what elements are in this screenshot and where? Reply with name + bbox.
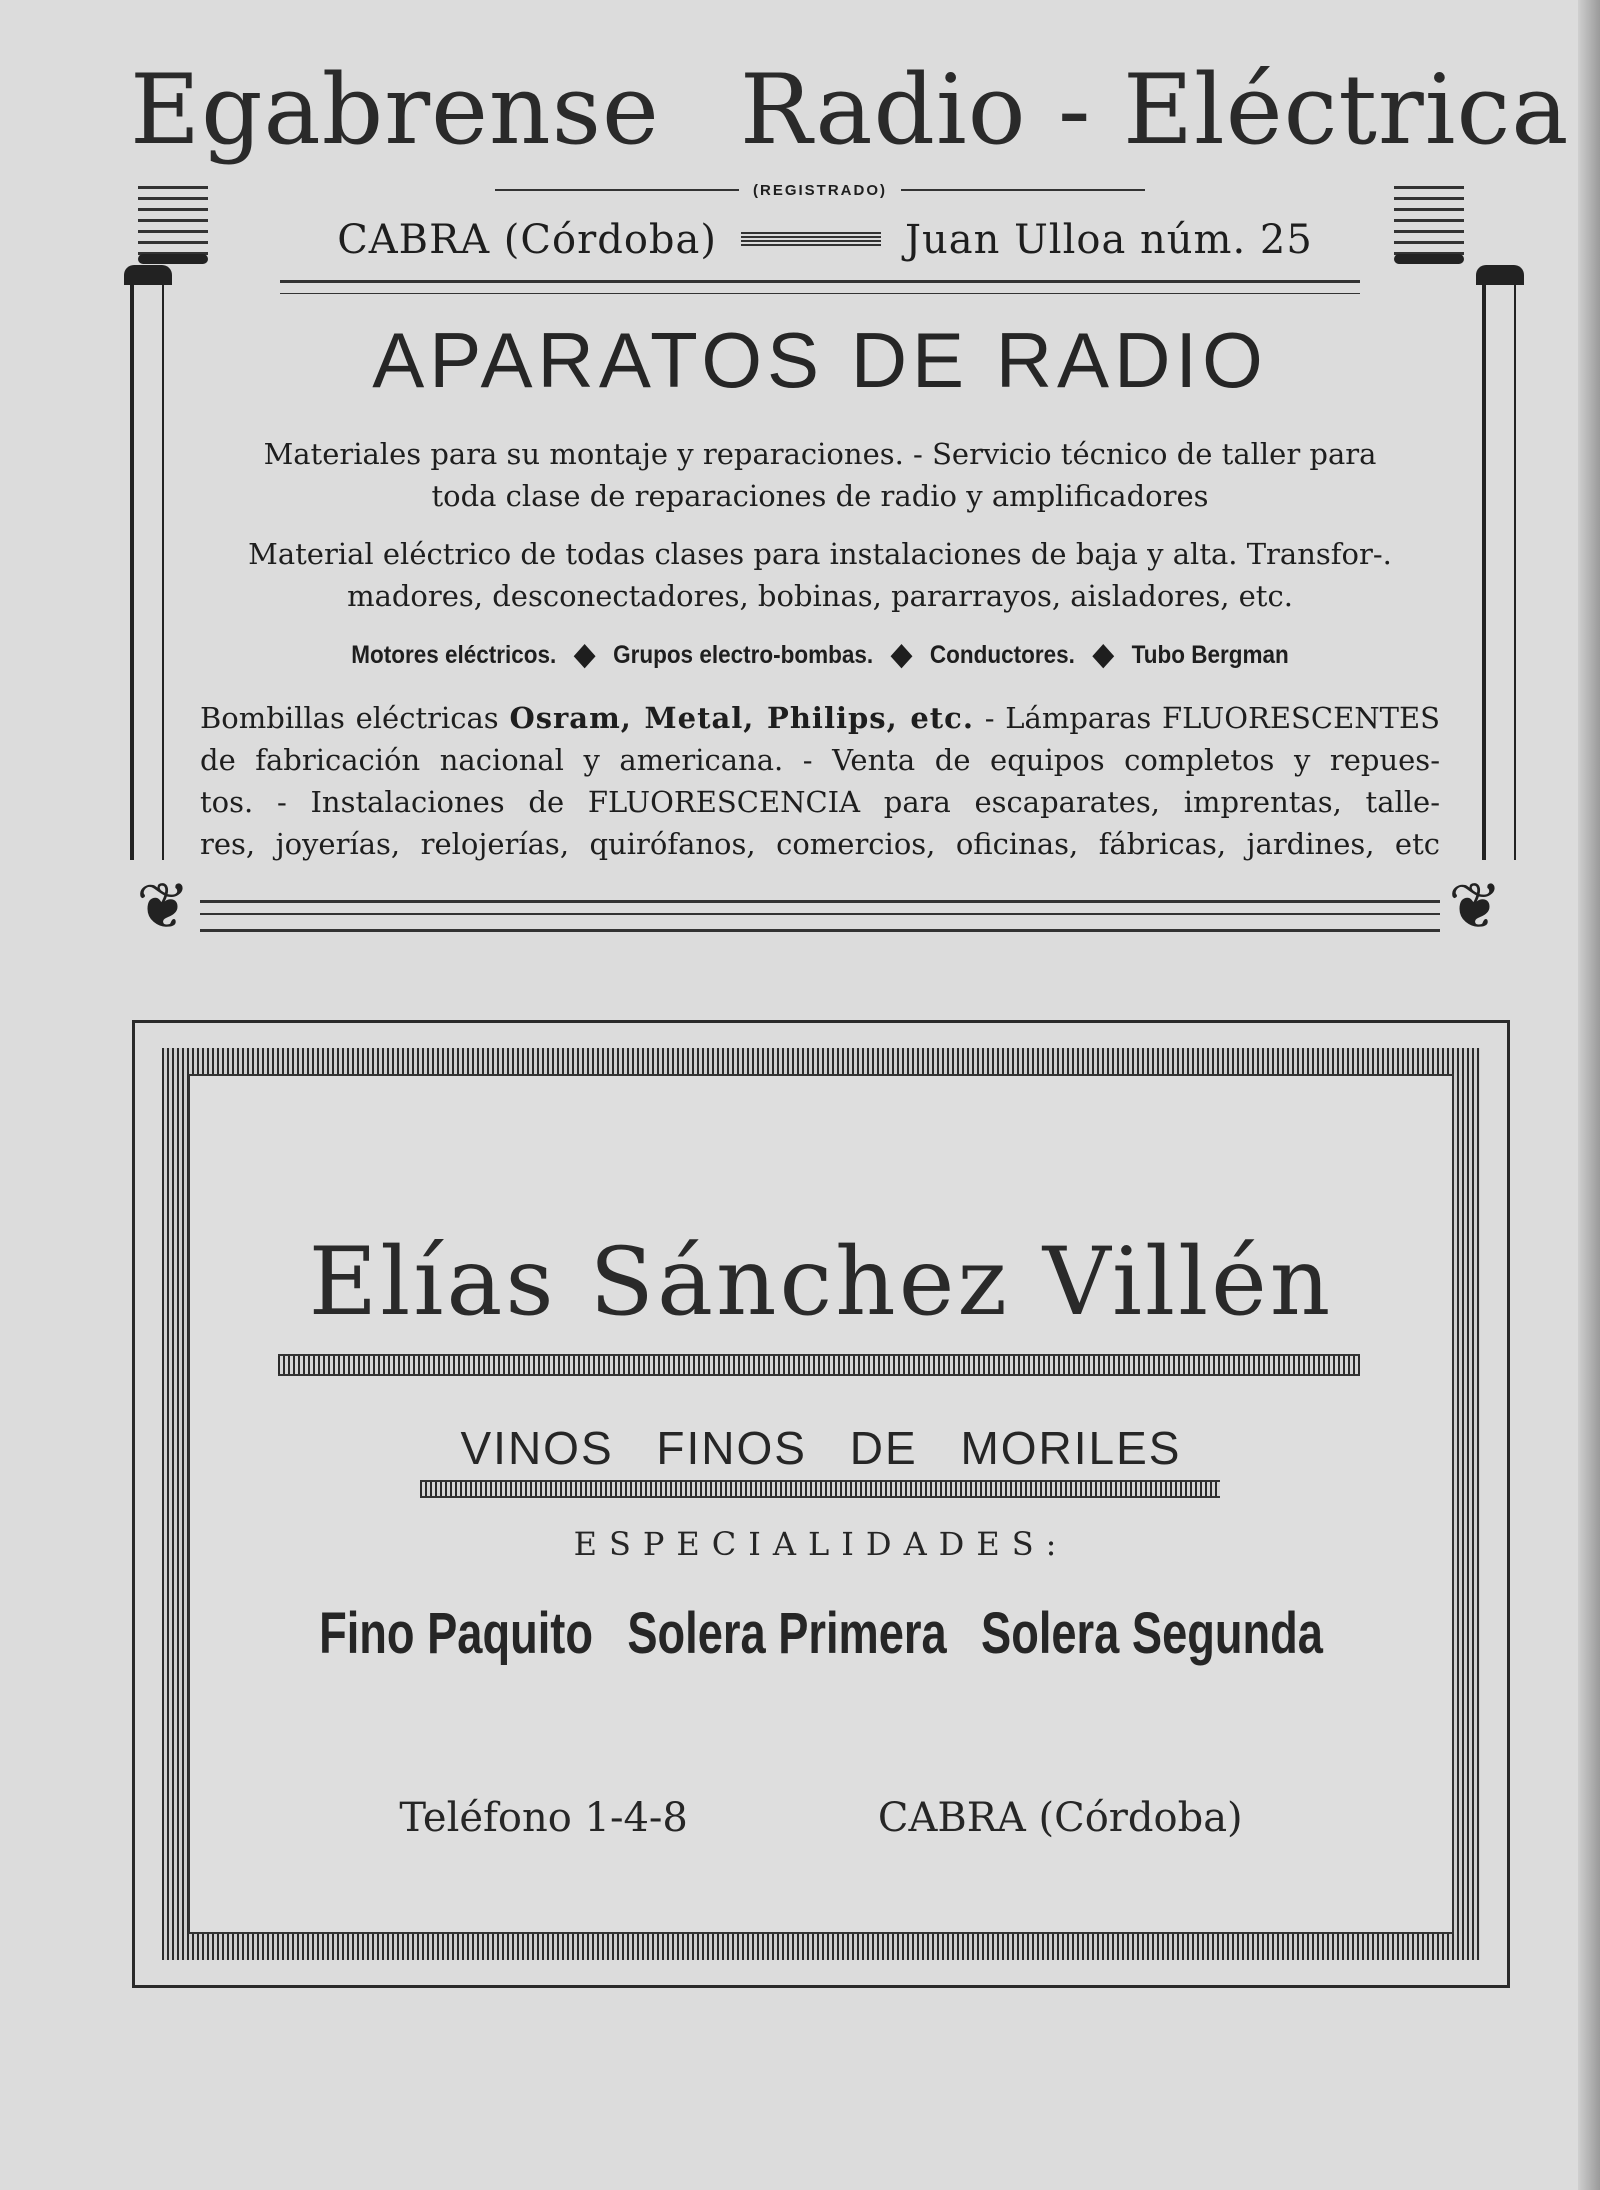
page-edge <box>1578 0 1600 2190</box>
diamond-icon: ◆ <box>574 638 596 671</box>
ad2-subtitle: VINOS FINOS DE MORILES <box>460 1422 1182 1474</box>
frame-pillar-right <box>1482 275 1516 860</box>
ad2-phone: Teléfono 1-4-8 <box>399 1795 688 1841</box>
ad2-specialties <box>319 1600 1323 1667</box>
ad1-location: CABRA (Córdoba) <box>337 217 717 263</box>
diamond-icon: ◆ <box>891 638 912 671</box>
hatch-underline <box>420 1480 1220 1498</box>
feature-item: Tubo Bergman <box>1131 640 1289 669</box>
specialty-item: Solera Primera <box>627 1601 947 1666</box>
leaf-ornament-icon: ❦ <box>1448 870 1502 944</box>
diamond-icon: ◆ <box>1092 638 1114 671</box>
ad1-title-part2: Radio - Eléctrica <box>739 54 1570 166</box>
paragraph-line: madores, desconectadores, bobinas, pararrayos, aisladores, etc. <box>347 579 1293 613</box>
paragraph-line <box>200 697 1440 739</box>
paragraph-line: res, joyerías, relojerías, quirófanos, comercios, oficinas, fábricas, jardines, etc <box>200 827 1440 861</box>
ad1-address: Juan Ulloa núm. 25 <box>904 217 1313 263</box>
ad1-heading: APARATOS DE RADIO <box>372 316 1268 404</box>
paragraph-line: toda clase de reparaciones de radio y amplificadores <box>431 479 1209 513</box>
ad2-location: CABRA (Córdoba) <box>877 1795 1243 1841</box>
paragraph-line: Material eléctrico de todas clases para instalaciones de baja y alta. Transfor-. <box>248 537 1392 571</box>
ad2-specialties-label: ESPECIALIDADES: <box>573 1525 1069 1563</box>
frame-top-rule <box>280 280 1360 294</box>
specialty-item: Solera Segunda <box>981 1601 1323 1666</box>
ad1-title-part1: Egabrense <box>130 54 660 166</box>
p3-start: Bombillas eléctricas <box>200 701 499 735</box>
ad1-title <box>130 54 1570 166</box>
hatch-separator <box>741 232 881 248</box>
specialty-item: Fino Paquito <box>319 1601 593 1666</box>
registered-label: (REGISTRADO) <box>753 181 887 199</box>
frame-pillar-left <box>130 275 164 860</box>
frame-bottom-rule <box>200 900 1440 932</box>
feature-item: Grupos electro-bombas. <box>613 640 874 669</box>
ad1-features <box>262 640 1378 670</box>
hatch-underline <box>278 1354 1360 1376</box>
ad2-name: Elías Sánchez Villén <box>308 1228 1334 1337</box>
ad1-paragraph-3 <box>200 697 1440 865</box>
paragraph-line: de fabricación nacional y americana. - Venta de equipos completos y repues- <box>200 743 1440 777</box>
registered-row <box>495 180 1145 200</box>
ad1-paragraph-1 <box>200 433 1440 517</box>
brand-list: Osram, Metal, Philips, etc. <box>509 701 974 735</box>
paragraph-line: tos. - Instalaciones de FLUORESCENCIA para escaparates, imprentas, talle- <box>200 785 1440 819</box>
leaf-ornament-icon: ❦ <box>136 870 190 944</box>
feature-item: Motores eléctricos. <box>351 640 557 669</box>
feature-item: Conductores. <box>929 640 1075 669</box>
address-row <box>130 210 1520 270</box>
paragraph-line: Materiales para su montaje y reparaciones. - Servicio técnico de taller para <box>263 437 1377 471</box>
p3-line1-end: - Lámparas FLUORESCENTES <box>984 701 1440 735</box>
ad1-paragraph-2 <box>200 533 1440 617</box>
ad2-contact <box>188 1795 1454 1841</box>
